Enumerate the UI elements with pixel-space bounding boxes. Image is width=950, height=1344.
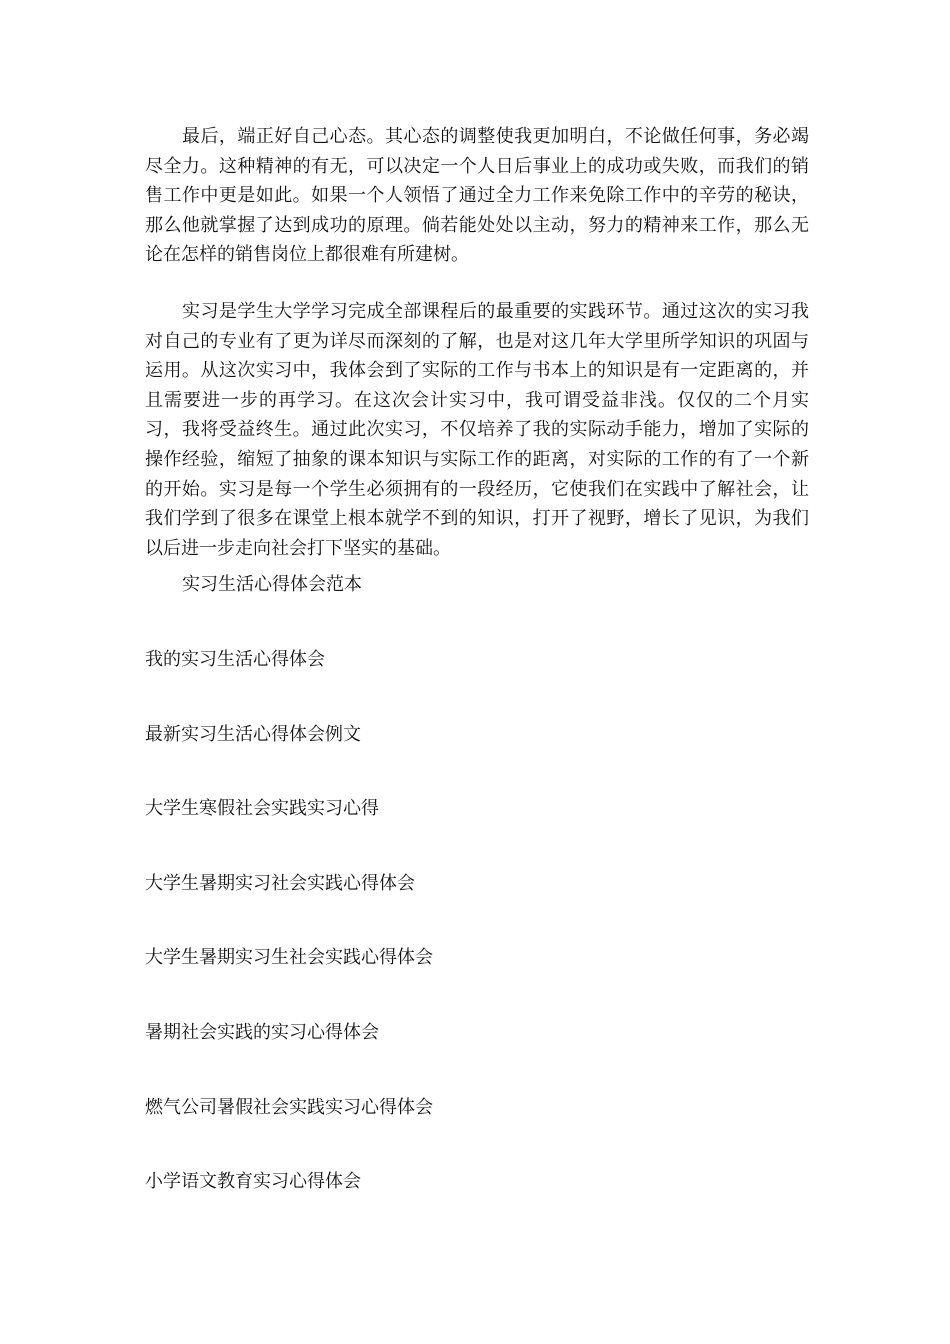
related-link-summer-practice[interactable]: 大学生暑期实习社会实践心得体会: [145, 872, 415, 894]
related-link-summer-social-practice[interactable]: 暑期社会实践的实习心得体会: [145, 1021, 379, 1043]
related-articles-list: [145, 645, 433, 1242]
related-link-winter-practice[interactable]: 大学生寒假社会实践实习心得: [145, 798, 379, 820]
body-paragraph-attitude: 最后，端正好自己心态。其心态的调整使我更加明白，不论做任何事，务必竭尽全力。这种精神的有无，可以决定一个人日后事业上的成功或失败，而我们的销售工作中更是如此。如果一个人领悟了通过全力工作来免除工作中的辛劳的秘诀，那么他就掌握了达到成功的原理。倘若能处处以主动，努力的精神来工作，那么无论在怎样的销售岗位上都很难有所建树。: [145, 126, 809, 266]
related-link-primary-chinese[interactable]: 小学语文教育实习心得体会: [145, 1171, 361, 1193]
body-paragraph-internship: 实习是学生大学学习完成全部课程后的最重要的实践环节。通过这次的实习我对自己的专业有了更为详尽而深刻的了解，也是对这几年大学里所学知识的巩固与运用。从这次实习中，我体会到了实际的工作与书本上的知识是有一定距离的，并且需要进一步的再学习。在这次会计实习中，我可谓受益非浅。仅仅的二个月实习，我将受益终生。通过此次实习，不仅培养了我的实际动手能力，增加了实际的操作经验，缩短了抽象的课本知识与实际工作的距离，对实际的工作的有了一个新的开始。实习是每一个学生必须拥有的一段经历，它使我们在实践中了解社会，让我们学到了很多在课堂上根本就学不到的知识，打开了视野，增长了见识，为我们以后进一步走向社会打下坚实的基础。: [145, 301, 809, 559]
related-link-gas-company[interactable]: 燃气公司暑假社会实践实习心得体会: [145, 1096, 433, 1118]
related-link-latest-examples[interactable]: 最新实习生活心得体会例文: [145, 723, 361, 745]
section-heading: 实习生活心得体会范本: [182, 574, 362, 595]
related-link-my-internship[interactable]: 我的实习生活心得体会: [145, 649, 325, 670]
related-link-summer-intern-practice[interactable]: 大学生暑期实习生社会实践心得体会: [145, 947, 433, 969]
